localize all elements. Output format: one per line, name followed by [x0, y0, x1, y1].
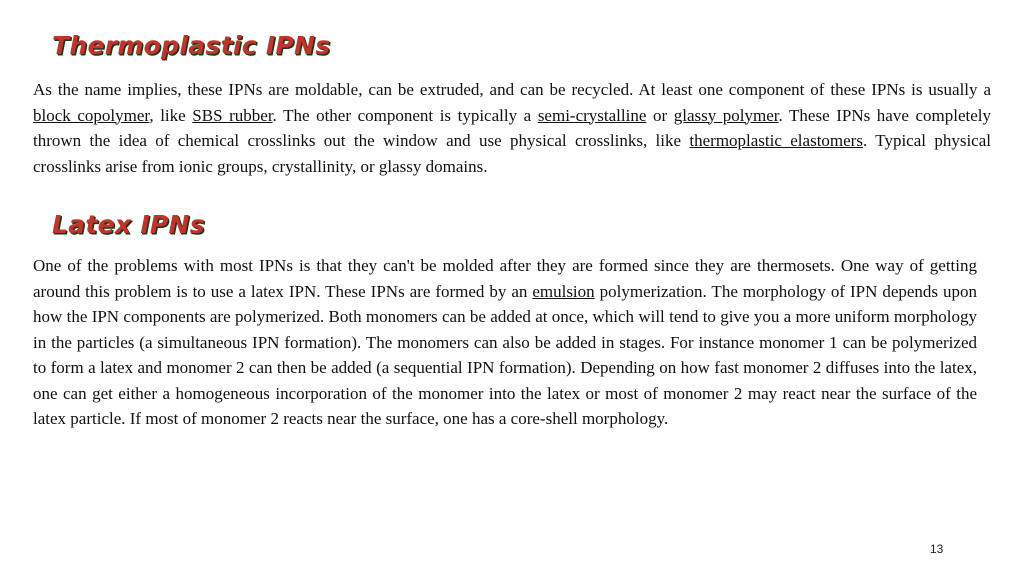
link-sbs-rubber[interactable]: SBS rubber: [192, 105, 273, 125]
paragraph-thermoplastic-ipns: [33, 77, 991, 179]
paragraph-text: As the name implies, these IPNs are moldable, can be extruded, and can be recycled. At least one component of these IPNs is usually a: [33, 80, 991, 99]
paragraph-text: . Typical physical crosslinks arise from ionic groups, crystallinity, or glassy domains.: [33, 131, 991, 176]
paragraph-text: . These IPNs have completely thrown the idea of chemical crosslinks out the window and use physical crosslinks, like: [33, 105, 991, 150]
link-thermoplastic-elastomers[interactable]: thermoplastic elastomers: [689, 131, 863, 150]
paragraph-text: or: [646, 105, 674, 125]
link-glassy-polymer[interactable]: glassy polymer: [673, 105, 779, 125]
paragraph-text: One of the problems with most IPNs is that they can't be molded after they are formed since they are thermosets. One way of getting around this problem is to use a latex IPN. These IPNs are formed by an: [33, 256, 977, 301]
link-emulsion[interactable]: emulsion: [532, 281, 595, 301]
paragraph-text: . The other component is typically a: [272, 105, 538, 125]
section-heading-thermoplastic-ipns: Thermoplastic IPNs: [52, 31, 331, 60]
section-heading-latex-ipns: Latex IPNs: [52, 210, 205, 239]
paragraph-text: polymerization. The morphology of IPN depends upon how the IPN components are polymerized. Both monomers can be added at once, which will tend to give you a more uniform morphology in the particles (a simultaneous IPN formation). The monomers can also be added in stages. For instance monomer 1 can be polymerized to form a latex and monomer 2 can then be added (a sequential IPN formation). Depending on how fast monomer 2 diffuses into the latex, one can get either a homogeneous incorporation of the monomer into the latex or most of monomer 2 may react near the surface of the latex particle. If most of monomer 2 reacts near the surface, one has a core-shell morphology.: [33, 281, 977, 428]
link-block-copolymer[interactable]: block copolymer: [33, 105, 150, 125]
page-number: 13: [930, 542, 944, 556]
paragraph-text: , like: [149, 105, 193, 125]
paragraph-latex-ipns: [33, 253, 977, 432]
link-semi-crystalline[interactable]: semi-crystalline: [537, 105, 647, 125]
